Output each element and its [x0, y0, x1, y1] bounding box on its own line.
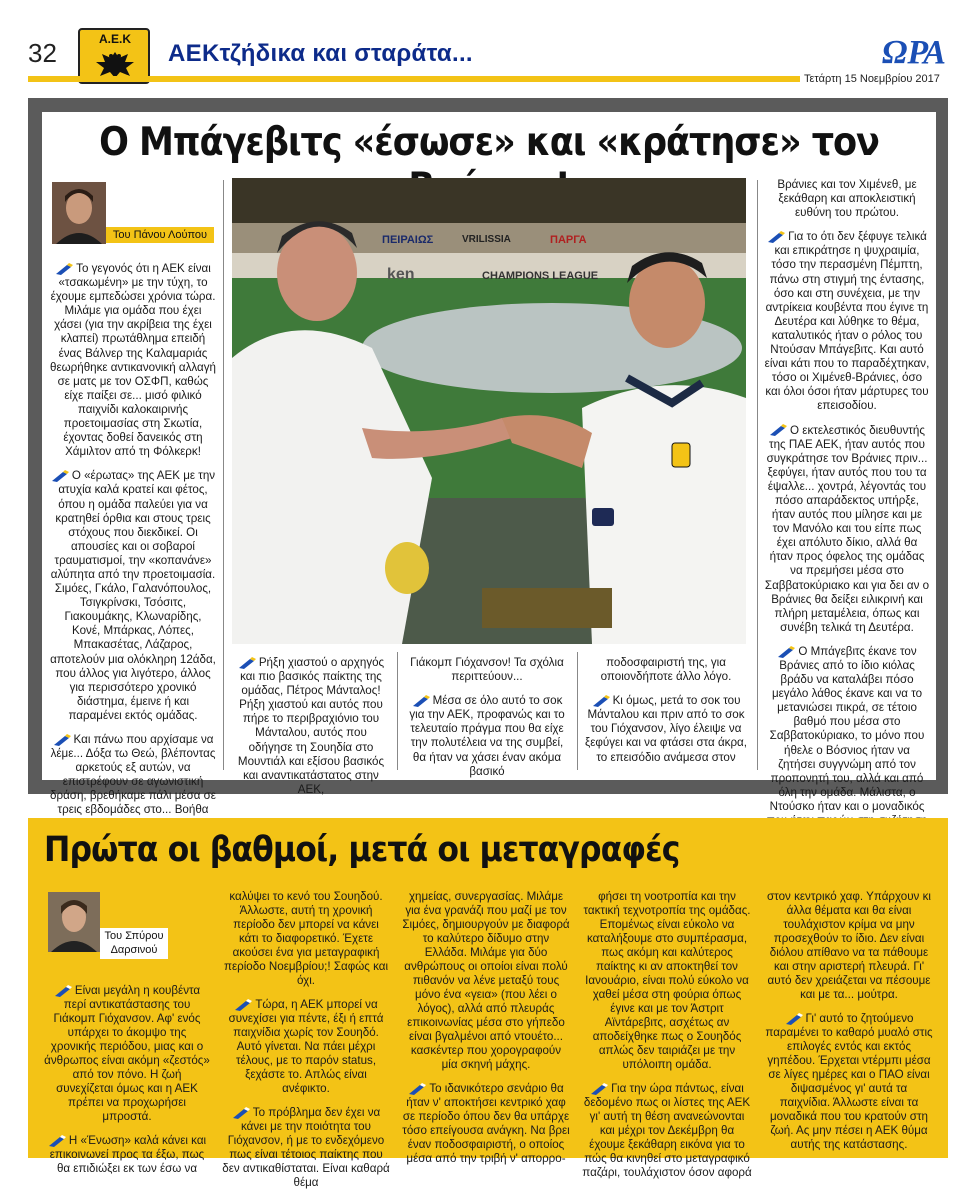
stadium-scene-icon: [232, 178, 746, 644]
paragraph: Ο εκτελεστικός διευθυντής της ΠΑΕ ΑΕΚ, ήταν αυτός που συγκράτησε τον Βράνιες πριν... ξεφύγει, ήταν αυτός που του τα έψαλλε... χοντρά, λέγοντάς του πόσο απαράδεκτος υπήρξε, ήταν αυτός που μίλησε και με τον Μανόλο και του είπε πως έχει απόλυτο δίκιο, αλλά θα ήταν προς όφελος της ομάδας να πρεμήσει μέσα στο Σαββατοκύριακο και για δει αν ο Βράνιες θα δείξει ειλικρινή και πλήρη μεταμέλεια, όπως και συνέβη τελικά τη Δευτέρα.: [764, 423, 930, 634]
author-byline: Του Πάνου Λούπου: [106, 227, 214, 243]
author2-byline-line2: Δαρσινού: [110, 944, 158, 956]
pen-icon: [48, 1135, 66, 1147]
page-number: 32: [28, 38, 57, 68]
column-divider: [397, 652, 398, 770]
article2-headline: Πρώτα οι βαθμοί, μετά οι μεταγραφές: [44, 830, 680, 870]
article1-column-3: [404, 656, 570, 789]
pen-icon: [767, 231, 785, 243]
column-divider: [757, 180, 758, 770]
pen-icon: [408, 1083, 426, 1095]
paragraph: Είναι μεγάλη η κουβέντα περί αντικατάστασης του Γιάκομπ Γιόχανσον. Αφ' ενός υπάρχει το άκομψο της χρονικής περιόδου, μιας και ο άνθρωπος είναι ακόμη «ζεστός» από τον πόνο. Η ζωή συνεχίζεται όμως και η ΑΕΚ πρέπει να προχωρήσει μπροστά.: [44, 984, 210, 1123]
pen-icon: [590, 1083, 608, 1095]
paragraph: στον κεντρικό χαφ. Υπάρχουν κι άλλα θέματα και θα είναι τουλάχιστον κρίμα να μην προσεχθούν το ίδιο. Δεν είναι διόλου απίθανο να τα πάθουμε και στην αριστερή πλευρά. Γι' αυτό δεν χρειάζεται να πέσουμε και με τα... μούτρα.: [767, 890, 931, 1001]
column-divider: [223, 180, 224, 770]
paragraph: Ο «έρωτας» της ΑΕΚ με την ατυχία καλά κρατεί και φέτος, όπου η ομάδα παλεύει για να κρατηθεί όρθια και στους τρεις στόχους που διεκδικεί. Οι απουσίες και οι σοβαροί τραυματισμοί, την «κοπανάνε» αλύπητα από την προετοιμασία. Σιμόες, Γκάλο, Γαλανόπουλος, Τσιγκρίνσκι, Τσόσιτς, Γιακουμάκης, Κλωναρίδης, Κονέ, Μπάρκας, Λόπες, Μπακασέτας, Λάζαρος, αποτελούν μια ολόκληρη 12άδα, που άλλος για λιγότερο, άλλος για περισσότερο χρονικό διάστημα, έμεινε ή και παραμένει εκτός ομάδας.: [50, 469, 216, 722]
paragraph: Και πάνω που αρχίσαμε να λέμε... Δόξα τω Θεώ, βλέποντας αρκετούς εξ αυτών, να επιστρέφουν σε αγωνιστική δράση, βρεθήκαμε πάλι μέσα σε τρεις εβδομάδες στο... Βοήθα: [50, 733, 216, 817]
photo-sign-3: ΠΑΡΓΑ: [550, 234, 587, 246]
pen-icon: [785, 1013, 803, 1025]
paragraph: Το ιδανικότερο σενάριο θα ήταν ν' αποκτήσει κεντρικό χαφ σε περίοδο όπου δεν θα υπάρχε τόσο επείγουσα ανάγκη. Να βρει έναν ποδοσφαιριστή, ο οποίος μέσα από την τριβή ν' απορρο-: [402, 1082, 570, 1165]
paragraph: Το γεγονός ότι η ΑΕΚ είναι «τσακωμένη» με την τύχη, το έχουμε εμπεδώσει χρόνια τώρα. Μιλάμε για ομάδα που έχει χάσει (για την ακρίβεια της έχει κλαπεί) πρωτάθλημα επειδή ένας Βάλνερ της Καλαμαριάς θεωρήθηκε αντικανονική αλλαγή σε ματς με τον ΟΣΦΠ, καθώς είχε παίξει σε... μισό φιλικό παιχνίδι καλοκαιρινής προετοιμασίας στη Σκωτία, έχοντας δοθεί δανεικός στη Χάμιλτον από τη Φόλκερκ!: [50, 262, 216, 459]
paragraph: Γιάκομπ Γιόχανσον! Τα σχόλια περιττεύουν...: [410, 656, 564, 684]
article2-column-1: [44, 984, 210, 1186]
pen-icon: [238, 657, 256, 669]
article2-column-5: [764, 890, 934, 1162]
pen-icon: [53, 734, 71, 746]
pen-icon: [232, 1107, 250, 1119]
article2-column-3: [402, 890, 570, 1176]
paragraph: Η «Ένωση» καλά κάνει και επικοινωνεί προς τα έξω, πως θα επιδιώξει εκ των έσω να: [49, 1134, 207, 1175]
paragraph: Γι' αυτό το ζητούμενο παραμένει το καθαρό μυαλό στις επιλογές εντός και εκτός γηπέδου. Έρχεται ντέρμπι μέσα σε λίγες ημέρες και ο ΠΑΟ είναι διψασμένος γι' αυτά τα παιχνίδια. Άλλωστε είναι τα μοναδικά που του κρατούν στη ζωή. Ας μην πέσει η ΑΕΚ θύμα αυτής της κατάστασης.: [765, 1012, 933, 1151]
paragraph: χημείας, συνεργασίας. Μιλάμε για ένα γρανάζι που μαζί με τον Σιμόες, δημιουργούν με διαφορά το καλύτερο δίδυμο στην Ελλάδα. Μιλάμε για δύο ανθρώπους οι οποίοι είναι πολύ πιθανόν να λένε μεταξύ τους μόνο ένα «γεια» (που λέει ο λόγος), αλλά από πλευράς επικοινωνίας μέσα στο γήπεδο είναι βγαλμένοι από ντουέτο... κασκέντερ που χορογραφούν μία σκηνή μάχης.: [402, 890, 570, 1071]
pen-icon: [51, 470, 69, 482]
paragraph: Κι όμως, μετά το σοκ του Μάνταλου και πριν από το σοκ του Γιόχανσον, λίγο έλειψε να ξεφύγει και να φτάσει στα άκρα, το επεισόδιο ανάμεσα στον: [585, 694, 747, 764]
article1-column-5: [764, 178, 930, 866]
author-portrait-icon: [52, 182, 106, 244]
pen-icon: [592, 695, 610, 707]
author2-photo: [48, 892, 100, 952]
section-title: AEKτζήδικα και σταράτα...: [168, 40, 473, 67]
article1-column-4: [584, 656, 748, 775]
paragraph: Ο Μπάγεβιτς έκανε τον Βράνιες από το ίδιο κιόλας βράδυ να καταλάβει πόσο μεγάλο λάθος έκανε και να το μετανιώσει πικρά, σε τέτοιο βαθμό που μέσα στο Σαββατοκύριακο, το μόνο που ήθελε ο Βόσνιος ήταν να ζητήσει συγγνώμη από τον προπονητή του, αλλά και από όλη την ομάδα. Μάλιστα, ο Ντούσκο ήταν και ο μοναδικός: [769, 644, 925, 813]
photo-sign-2: VRILISSIA: [462, 234, 511, 245]
pen-icon: [412, 695, 430, 707]
pen-icon: [769, 424, 787, 436]
article1-column-1: [50, 262, 216, 842]
paragraph: Ρήξη χιαστού ο αρχηγός και πιο βασικός παίκτης της ομάδας, Πέτρος Μάνταλος! Ρήξη χιαστού και αυτός που πήρε το περιβραχιόνιο του Μάνταλου, αυτός που οδήγησε τη Σουηδία στο Μουντιάλ και εξίσου βασικός και αναντικατάστατος στην ΑΕΚ,: [237, 656, 385, 796]
author-photo: [52, 182, 106, 244]
pen-icon: [777, 646, 795, 658]
photo-sign-5: ken: [387, 266, 415, 283]
paragraph: Τώρα, η ΑΕΚ μπορεί να συνεχίσει για πέντε, έξι ή επτά παιχνίδια χωρίς τον Σουηδό. Αυτό γίνεται. Να πάει μέχρι τέλους, με το παρόν status, ξεχάστε το. Απλώς είναι ανέφικτο.: [228, 998, 384, 1095]
article2-column-2: [222, 890, 390, 1200]
handshake-photo: [232, 178, 746, 644]
photo-sign-4: CHAMPIONS LEAGUE: [482, 270, 599, 282]
logo-text: Α.Ε.Κ: [98, 32, 131, 46]
article2-column-4: [582, 890, 752, 1190]
paragraph: ποδοσφαιριστή της, για οποιονδήποτε άλλο λόγο.: [600, 656, 732, 684]
article-headline: Ο Μπάγεβιτς «έσωσε» και «κράτησε» τον: [99, 120, 879, 165]
photo-sign-1: ΠΕΙΡΑΙΩΣ: [382, 234, 434, 246]
paragraph: Βράνιες και τον Χιμένεθ, με ξεκάθαρη και αποκλειστική ευθύνη του πρώτου.: [777, 178, 917, 220]
paragraph: φήσει τη νοοτροπία και την τακτική τεχνοτροπία της ομάδας. Επομένως είναι εύκολο να καταλήξουμε στο συμπέρασμα, πως ακόμη και καλύτερος παίκτης κι αν αποκτηθεί τον Ιανουάριο, είναι πολύ εύκολο να χαθεί μέσα στη φούρια όπως έγινε και με τον Άστριτ Αϊντάρεβιτς, ασχέτως αν αποδείχθηκε πως ο Σουηδός απλώς δεν ταιριάζει με την υπόλοιπη ομάδα.: [583, 890, 751, 1071]
pen-icon: [234, 999, 252, 1011]
author2-portrait-icon: [48, 892, 100, 952]
column-divider: [577, 652, 578, 770]
pen-icon: [55, 263, 73, 275]
article1-column-2: [232, 656, 390, 807]
paragraph: καλύψει το κενό του Σουηδού. Άλλωστε, αυτή τη χρονική περίοδο δεν μπορεί να κάνει κάτι το διαφορετικό. Έχετε ακούσει ένα για μεταγραφική περίοδο Νοεμβρίου;! Σαφώς και όχι.: [223, 890, 389, 987]
issue-date: Τετάρτη 15 Νοεμβρίου 2017: [800, 73, 944, 85]
newspaper-brand: ΩΡΑ: [882, 34, 946, 71]
author2-byline-line1: Του Σπύρου: [104, 930, 164, 942]
pen-icon: [54, 985, 72, 997]
paragraph: Το πρόβλημα δεν έχει να κάνει με την ποιότητα του Γιόχανσον, ή με το ενδεχόμενο πως είναι τέτοιος παίκτης που δεν αντικαθίσταται. Είναι καθαρά θέμα: [222, 1106, 390, 1189]
author2-byline: [100, 928, 168, 959]
paragraph: Για το ότι δεν ξέφυγε τελικά και επικράτησε η ψυχραιμία, τόσο την περασμένη Πέμπτη, πάνω στη στιγμή της έντασης, όσο και στη συνέχεια, με την αντρίκεια κουβέντα που έγινε τη Δευτέρα και λύθηκε το θέμα, καταλυτικός ήταν ο ρόλος του Ντούσαν Μπάγεβιτς. Και αυτό είναι κάτι που το παραδέχτηκαν, τόσο οι Χιμένεθ-Βράνιες, όσο και όλοι όσοι ήταν μάρτυρες του επεισοδίου.: [764, 230, 930, 413]
paragraph: Για την ώρα πάντως, είναι δεδομένο πως οι λίστες της ΑΕΚ γι' αυτή τη θέση ανανεώνονται και μέχρι τον Δεκέμβρη θα έχουμε ξεκάθαρη εικόνα για το πώς θα κινηθεί στο μεταγραφικό παζάρι, τουλάχιστον όσον αφορά: [582, 1082, 752, 1179]
paragraph: Μέσα σε όλο αυτό το σοκ για την ΑΕΚ, προφανώς και το τελευταίο πράγμα που θα είχε την πολυτέλεια να της συμβεί, θα ήταν να χάσει έναν ακόμα βασικό: [409, 694, 565, 778]
